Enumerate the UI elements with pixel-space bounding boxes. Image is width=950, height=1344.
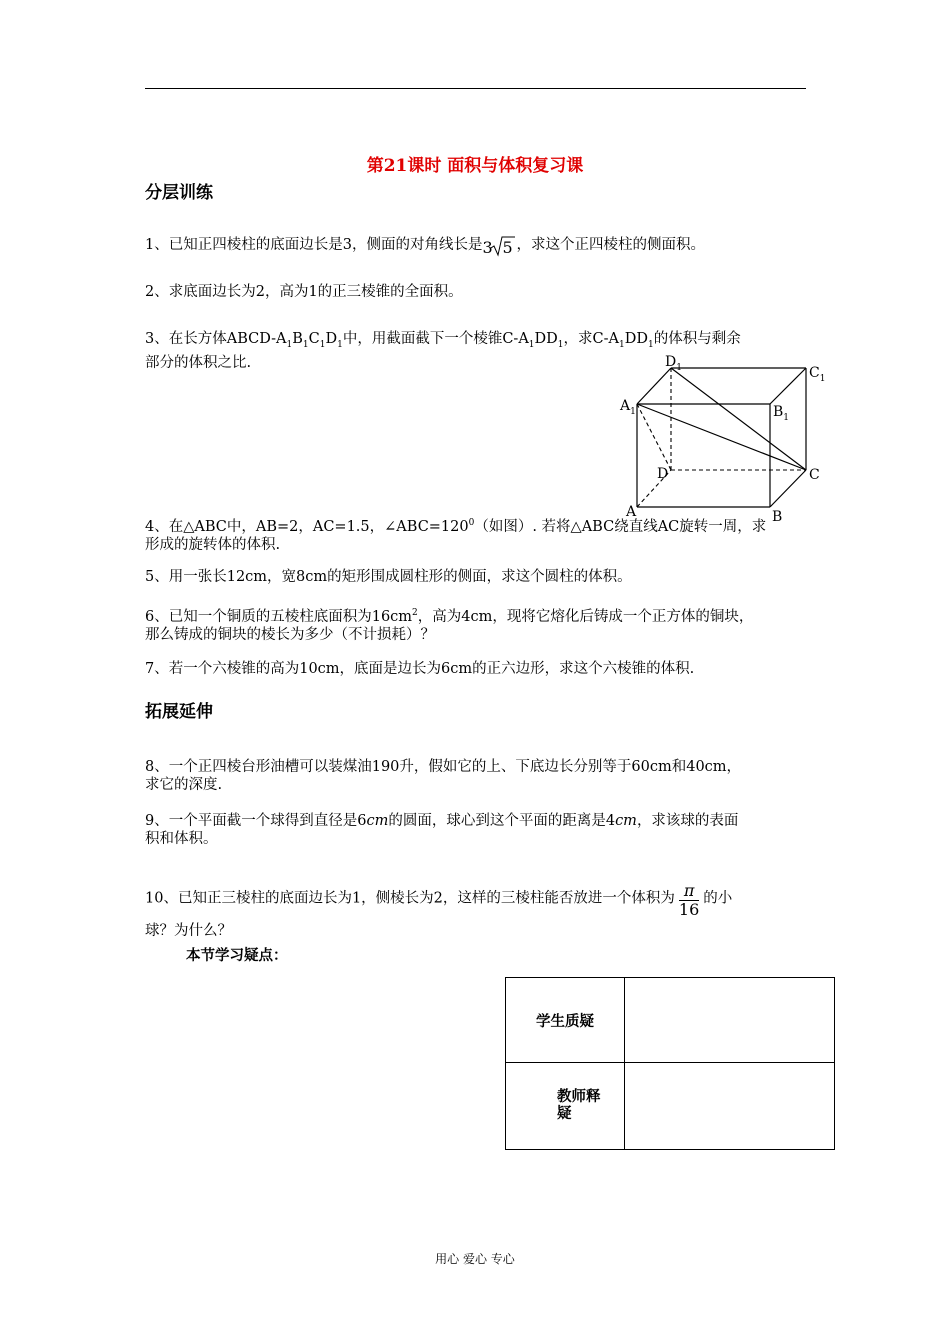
question-8: 8、一个正四棱台形油槽可以装煤油190升，假如它的上、下底边长分别等于60cm和40cm， 求它的深度. [145,759,742,793]
page-footer: 用心 爱心 专心 [435,1252,515,1266]
student-question-cell[interactable] [625,978,835,1063]
question-9: 9、一个平面截一个球得到直径是6cm的圆面，球心到这个平面的距离是4cm，求该球的表面 积和体积。 [145,813,739,847]
question-5: 5、用一张长12cm，宽8cm的矩形围成圆柱形的侧面，求这个圆柱的体积。 [145,569,632,585]
doubts-table [505,977,835,1150]
label-a1: $A_1$ [620,398,636,417]
question-4: 4、在△ABC中，AB=2，AC=1.5，$\angle ABC=120^0$（如图）. 若将△ABC绕直线AC旋转一周，求 形成的旋转体的体积. [145,518,767,553]
question-2: 2、求底面边长为2，高为1的正三棱锥的全面积。 [145,284,463,300]
section-heading-layered-training: 分层训练 [145,183,213,203]
section-heading-extension: 拓展延伸 [145,702,213,722]
label-d: D [657,466,669,482]
label-c1: $C_1$ [809,365,826,384]
question-7: 7、若一个六棱锥的高为10cm，底面是边长为6cm的正六边形，求这个六棱锥的体积. [145,661,695,677]
doubts-heading: 本节学习疑点： [186,948,288,964]
fraction-pi-over-16: $\frac{\pi}{16}$ [678,881,700,919]
student-question-label: 学生质疑 [506,978,625,1063]
cuboid-figure [615,350,830,525]
math-3-sqrt-5: 3 5 [482,235,516,255]
header-rule [145,88,806,89]
question-6: 6、已知一个铜质的五棱柱底面积为$16cm^2$，高为4cm，现将它熔化后铸成一个正方体的铜块， 那么铸成的铜块的棱长为多少（不计损耗）？ [145,608,754,643]
teacher-answer-label: 教师释疑 [506,1063,625,1150]
label-c: C [809,467,820,483]
question-3: 3、在长方体ABCD-$A_1B_1C_1D_1$中，用截面截下一个棱锥$C-A_1DD_1$，求$C-A_1DD_1$的体积与剩余 部分的体积之比. [145,331,741,371]
question-1: 1、已知正四棱柱的底面边长是3，侧面的对角线长是 3 5 ，求这个正四棱柱的侧面积。 [145,237,705,257]
question-10: 10、已知正三棱柱的底面边长为1，侧棱长为2，这样的三棱柱能否放进一个体积为 $\frac{\pi}{16}$ 的小 [145,881,733,919]
label-b1: $B_1$ [773,404,790,423]
question-10-line2: 球？为什么？ [145,923,232,939]
teacher-answer-cell[interactable] [625,1063,835,1150]
label-b: B [772,509,783,525]
label-d1: $D_1$ [665,354,682,373]
page-title: 第21课时 面积与体积复习课 [366,156,584,176]
label-a: A [626,504,637,520]
